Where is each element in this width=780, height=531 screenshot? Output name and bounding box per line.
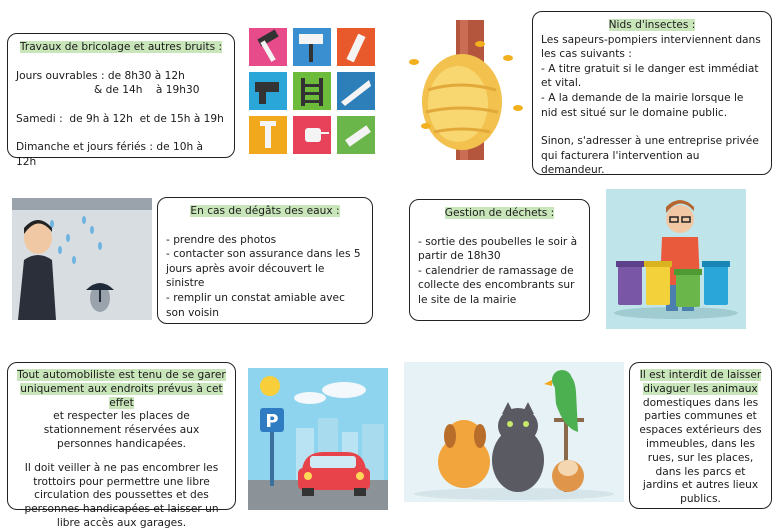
auto-title: Tout automobiliste est tenu de se garer uniquement aux endroits prévus à cet effet xyxy=(17,369,226,409)
bricolage-line2: & de 14h à 19h30 xyxy=(94,84,200,97)
animaux-box xyxy=(629,362,772,509)
dechets-item-1: - sortie des poubelles le soir à partir de 18h30 xyxy=(418,235,578,263)
animaux-title: Il est interdit de laisser divaguer les animaux xyxy=(639,369,762,395)
parking-illustration xyxy=(248,368,388,510)
eaux-item-1: - prendre des photos xyxy=(166,233,277,246)
dechets-title: Gestion de déchets : xyxy=(444,207,555,219)
tools-icon-grid xyxy=(249,28,375,154)
auto-p2: Il doit veiller à ne pas encombrer les trottoirs pour permettre une libre circulation des poussettes et des personnes handicapées et laisser un libre accès aux garages. xyxy=(24,461,219,529)
auto-p1: et respecter les places de stationnement réservées aux personnes handicapées. xyxy=(43,410,200,450)
recycling-bins-illustration xyxy=(606,189,746,329)
eaux-box xyxy=(157,197,373,324)
eaux-item-3: - remplir un constat amiable avec son voisin xyxy=(166,291,345,319)
bricolage-line1: Jours ouvrables : de 8h30 à 12h xyxy=(16,69,185,82)
animaux-p1: domestiques dans les parties communes et espaces extérieurs des immeubles, dans les rues, sur les places, dans les parcs et jardins et autres lieux publics. xyxy=(639,396,762,506)
bricolage-line4: Dimanche et jours fériés : de 10h à 12h xyxy=(16,141,204,168)
dechets-box xyxy=(409,199,590,321)
insectes-title: Nids d'insectes : xyxy=(608,19,696,31)
svg-text:P: P xyxy=(265,411,279,432)
insectes-p3: - A la demande de la mairie lorsque le nid est situé sur le domaine public. xyxy=(541,91,744,119)
insectes-box xyxy=(532,11,772,175)
eaux-item-2: - contacter son assurance dans les 5 jours après avoir découvert le sinistre xyxy=(166,248,361,290)
dechets-item-2: - calendrier de ramassage de collecte des encombrants sur le site de la mairie xyxy=(418,264,575,306)
water-leak-illustration xyxy=(12,198,152,320)
eaux-title: En cas de dégâts des eaux : xyxy=(190,205,340,217)
insectes-p1: Les sapeurs-pompiers interviennent dans les cas suivants : xyxy=(541,33,761,61)
insectes-p2: - A titre gratuit si le danger est immédiat et vital. xyxy=(541,62,759,90)
insectes-p4: Sinon, s'adresser à une entreprise privée qui facturera l'intervention au demandeur. xyxy=(541,135,759,177)
bricolage-line3: Samedi : de 9h à 12h et de 15h à 19h xyxy=(16,112,224,125)
auto-box xyxy=(7,362,236,529)
beehive-illustration xyxy=(400,20,530,160)
bricolage-title: Travaux de bricolage et autres bruits : xyxy=(19,41,223,53)
bricolage-box xyxy=(7,33,235,168)
pets-illustration xyxy=(404,362,624,502)
